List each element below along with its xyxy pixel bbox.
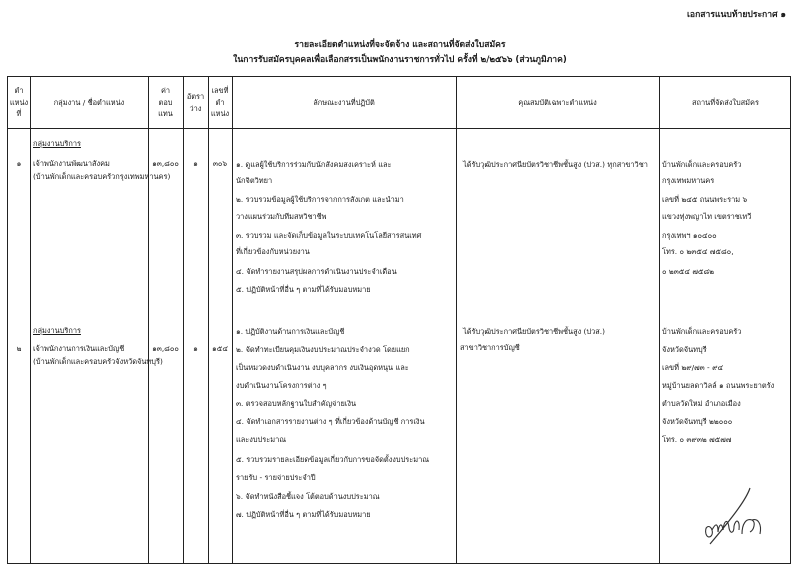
row2-qualification: ได้รับวุฒิประกาศนียบัตรวิชาชีพชั้นสูง (ปวส.) [463,327,606,336]
row1-place-line: ๐ ๒๓๕๔ ๗๕๘๒ [662,267,715,276]
row1-pay: ๑๓,๘๐๐ [152,159,179,168]
row1-place-line: กรุงเทพมหานคร [662,176,715,185]
row1-duty-line: วางแผนร่วมกับทีมสหวิชาชีพ [236,212,327,221]
row1-unit: (บ้านพักเด็กและครอบครัวกรุงเทพมหานคร) [33,172,171,181]
annex-label: เอกสารแนบท้ายประกาศ ๑ [686,10,786,20]
row1-duty-line: ๓. รวบรวม และจัดเก็บข้อมูลในระบบเทคโนโลยีสารสนเทศ [236,231,422,240]
row1-qualification: ได้รับวุฒิประกาศนียบัตรวิชาชีพชั้นสูง (ปวส.) ทุกสาขาวิชา [463,160,648,169]
header-col-duties: ลักษณะงานที่ปฏิบัติ [313,97,375,107]
row2-place-line: หมู่บ้านยลดาวิลล์ ๑ ถนนพระยาตรัง [662,381,775,390]
header-col-pay: ค่า ตอบ แทน [158,86,173,119]
row2-unit: (บ้านพักเด็กและครอบครัวจังหวัดจันทบุรี) [33,357,163,366]
row1-duty-line: นักจิตวิทยา [236,176,273,185]
row1-no: ๑ [16,159,22,168]
document-title: รายละเอียดตำแหน่งที่จะจัดจ้าง และสถานที่จัดส่งใบสมัคร [294,40,506,50]
row2-duty-line: รายรับ - รายจ่ายประจำปี [236,473,316,482]
row1-duty-line: ๒. รวบรวมข้อมูลผู้ใช้บริการจากการสังเกต และนำมา [236,195,404,204]
row2-place-line: บ้านพักเด็กและครอบครัว [662,327,742,336]
row1-rate: ๑ [193,159,198,168]
row1-duty-line: ๔. จัดทำรายงานสรุปผลการดำเนินงานประจำเดือน [236,267,397,276]
row2-duty-line: เป็นหมวดงบดำเนินงาน งบบุคลากร งบเงินอุดหนุน และ [236,363,409,372]
row1-place-line: กรุงเทพฯ ๑๐๔๐๐ [662,231,717,240]
row2-pos-no: ๑๕๔ [212,344,228,353]
header-col-place: สถานที่จัดส่งใบสมัคร [692,97,759,107]
header-col-no: ตำ แหน่ง ที่ [9,86,29,119]
header-col-group: กลุ่มงาน / ชื่อตำแหน่ง [53,97,125,107]
row2-place-line: จังหวัดจันทบุรี ๒๒๐๐๐ [662,417,733,426]
row2-rate: ๑ [193,344,198,353]
row2-duty-line: ๒. จัดทำทะเบียนคุมเงินงบประมาณประจำงวด โดยแยก [236,345,410,354]
row2-place-line: เลขที่ ๒๙/๗๓ - ๙๔ [662,363,724,372]
row2-duty-line: ๗. ปฏิบัติหน้าที่อื่น ๆ ตามที่ได้รับมอบหมาย [236,510,371,519]
row2-no: ๒ [16,344,22,353]
row1-duty-line: ๕. ปฏิบัติหน้าที่อื่น ๆ ตามที่ได้รับมอบหมาย [236,285,371,294]
header-col-qualification: คุณสมบัติเฉพาะตำแหน่ง [518,97,597,107]
row1-place-line: แขวงทุ่งพญาไท เขตราชเทวี [662,212,752,221]
row1-place-line: บ้านพักเด็กและครอบครัว [662,160,742,169]
header-col-rate: อัตรา ว่าง [186,92,205,113]
row1-position: เจ้าพนักงานพัฒนาสังคม [33,159,110,168]
row2-place-line: ตำบลวัดใหม่ อำเภอเมือง [662,399,741,408]
row1-place-line: โทร. ๐ ๒๓๕๔ ๗๕๘๐, [662,247,734,256]
row2-duty-line: ๖. จัดทำหนังสือชี้แจง โต้ตอบด้านงบประมาณ [236,492,380,501]
row2-duty-line: ๔. จัดทำเอกสารรายงานต่าง ๆ ที่เกี่ยวข้องด้านบัญชี การเงิน [236,417,425,426]
row1-pos-no: ๓๐๖ [212,159,228,168]
row2-qualification: สาขาวิชาการบัญชี [460,343,520,352]
row2-place-line: โทร. ๐ ๓๙๓๒ ๗๕๗๗ [662,435,732,444]
row2-group: กลุ่มงานบริการ [33,326,81,335]
header-col-posno: เลขที่ ตำ แหน่ง [210,86,230,119]
positions-table [7,76,791,564]
row2-position: เจ้าพนักงานการเงินและบัญชี [33,344,125,353]
row1-group: กลุ่มงานบริการ [33,139,81,148]
handwritten-signature [692,478,792,548]
row2-duty-line: ๕. รวบรวมรายละเอียดข้อมูลเกี่ยวกับการขอจัดตั้งงบประมาณ [236,455,430,464]
row1-duty-line: ๑. ดูแลผู้ใช้บริการร่วมกับนักสังคมสงเคราะห์ และ [236,160,392,169]
row2-duty-line: และงบประมาณ [236,435,287,444]
row2-place-line: จังหวัดจันทบุรี [662,345,707,354]
row1-duty-line: ที่เกี่ยวข้องกับหน่วยงาน [236,247,310,256]
row2-duty-line: ๓. ตรวจสอบหลักฐานใบสำคัญจ่ายเงิน [236,399,356,408]
row2-pay: ๑๓,๘๐๐ [152,344,179,353]
row1-place-line: เลขที่ ๒๔๕ ถนนพระราม ๖ [662,195,748,204]
row2-duty-line: งบดำเนินงานโครงการต่าง ๆ [236,381,327,390]
row2-duty-line: ๑. ปฏิบัติงานด้านการเงินและบัญชี [236,327,345,336]
document-subtitle: ในการรับสมัครบุคคลเพื่อเลือกสรรเป็นพนักงานราชการทั่วไป ครั้งที่ ๒/๒๕๖๖ (ส่วนภูมิภาค) [233,55,567,65]
